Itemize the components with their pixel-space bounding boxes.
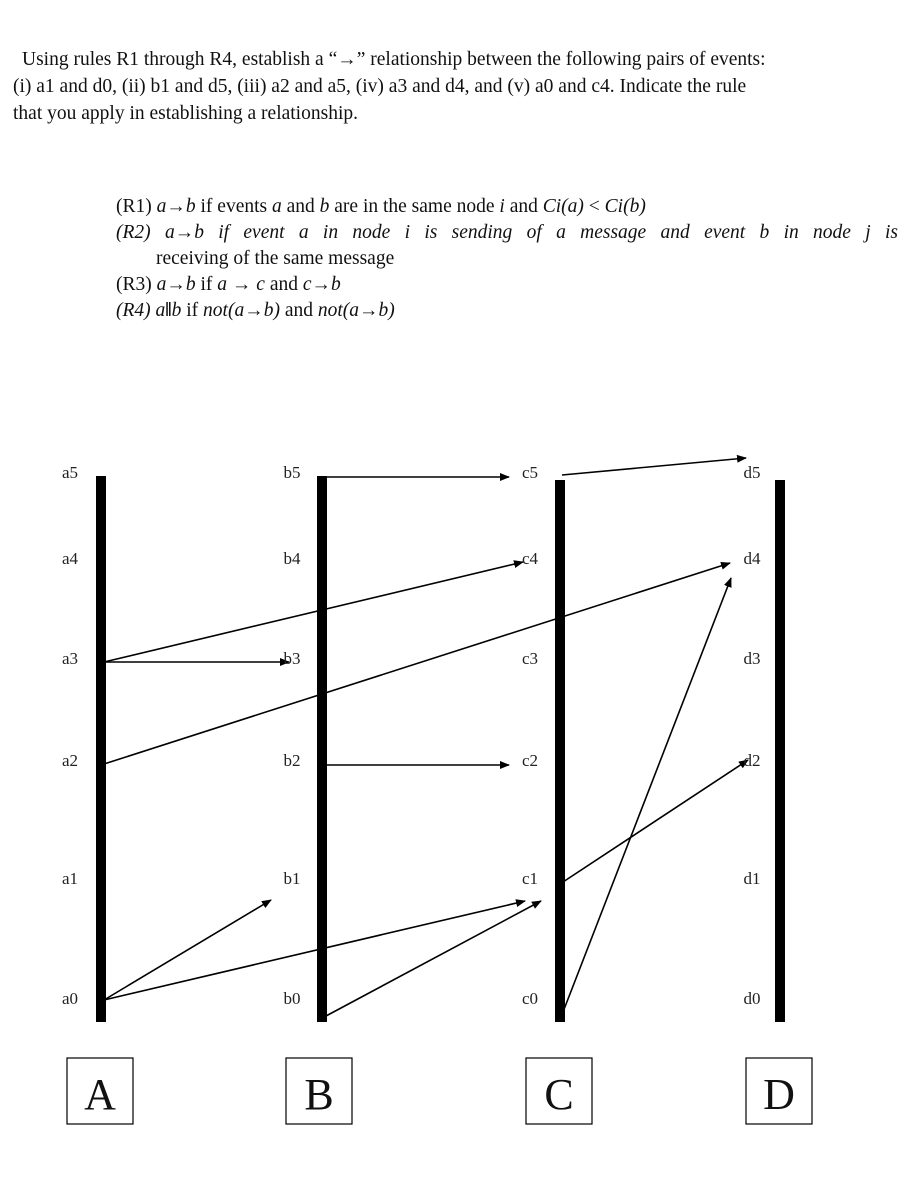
message-arrow-a0-b1	[104, 900, 271, 1000]
rule-r1: (R1) a→b if events a and b are in the same node i and Ci(a) < Ci(b)	[116, 196, 646, 217]
node-label-a: A	[84, 1070, 116, 1119]
question-line-3: that you apply in establishing a relationship.	[13, 103, 358, 124]
message-arrow-a2-d4	[104, 563, 730, 764]
node-label-d: D	[763, 1070, 795, 1119]
message-arrow-c0-d4	[563, 578, 731, 1012]
rule-r4: (R4) a‖b if not(a→b) and not(a→b)	[116, 300, 395, 321]
node-box-c	[526, 1058, 592, 1124]
rule-r2: (R2) a→b if event a in node i is sending of a message and event b in node j is	[116, 222, 898, 243]
question-text	[13, 46, 893, 127]
event-label-a0: a0	[61, 989, 79, 1008]
event-label-d1: d1	[743, 869, 761, 888]
event-label-c1: c1	[521, 869, 539, 888]
event-label-b3: b3	[283, 649, 301, 668]
rule-r3: (R3) a→b if a → c and c→b	[116, 274, 341, 295]
rule-r2-continued: receiving of the same message	[156, 248, 395, 269]
event-label-a3: a3	[61, 649, 79, 668]
node-box-d	[746, 1058, 812, 1124]
space-time-diagram	[0, 440, 910, 1180]
node-box-b	[286, 1058, 352, 1124]
node-c-timeline	[555, 480, 565, 1022]
message-arrow-a0-c1	[104, 901, 525, 1000]
event-label-c3: c3	[521, 649, 539, 668]
message-arrow-b0-c1	[326, 901, 541, 1016]
event-label-a5: a5	[61, 463, 79, 482]
event-label-b2: b2	[283, 751, 301, 770]
node-d-timeline	[775, 480, 785, 1022]
event-label-a1: a1	[61, 869, 79, 888]
event-label-b5: b5	[283, 463, 301, 482]
node-box-a	[67, 1058, 133, 1124]
event-label-c2: c2	[521, 751, 539, 770]
node-label-b: B	[304, 1070, 334, 1119]
node-b-timeline	[317, 476, 327, 1022]
message-arrow-c1-d2	[563, 760, 748, 882]
message-arrow-c5-d5	[562, 458, 746, 475]
event-label-b4: b4	[283, 549, 301, 568]
event-label-c4: c4	[521, 549, 539, 568]
event-label-d4: d4	[743, 549, 761, 568]
event-label-b1: b1	[283, 869, 301, 888]
event-label-b0: b0	[283, 989, 301, 1008]
event-label-d2: d2	[743, 751, 761, 770]
question-line-1: Using rules R1 through R4, establish a “→” relationship between the following pairs of events:	[22, 49, 766, 70]
event-label-d5: d5	[743, 463, 761, 482]
event-label-c5: c5	[521, 463, 539, 482]
question-line-2: (i) a1 and d0, (ii) b1 and d5, (iii) a2 and a5, (iv) a3 and d4, and (v) a0 and c4. Indicate the rule	[13, 76, 747, 97]
event-label-d3: d3	[743, 649, 761, 668]
event-label-a4: a4	[61, 549, 79, 568]
event-label-c0: c0	[521, 989, 539, 1008]
message-arrow-a3-c4	[104, 562, 523, 662]
rules-block	[116, 194, 898, 324]
event-label-a2: a2	[61, 751, 79, 770]
node-a-timeline	[96, 476, 106, 1022]
event-label-d0: d0	[743, 989, 761, 1008]
node-label-c: C	[544, 1070, 574, 1119]
